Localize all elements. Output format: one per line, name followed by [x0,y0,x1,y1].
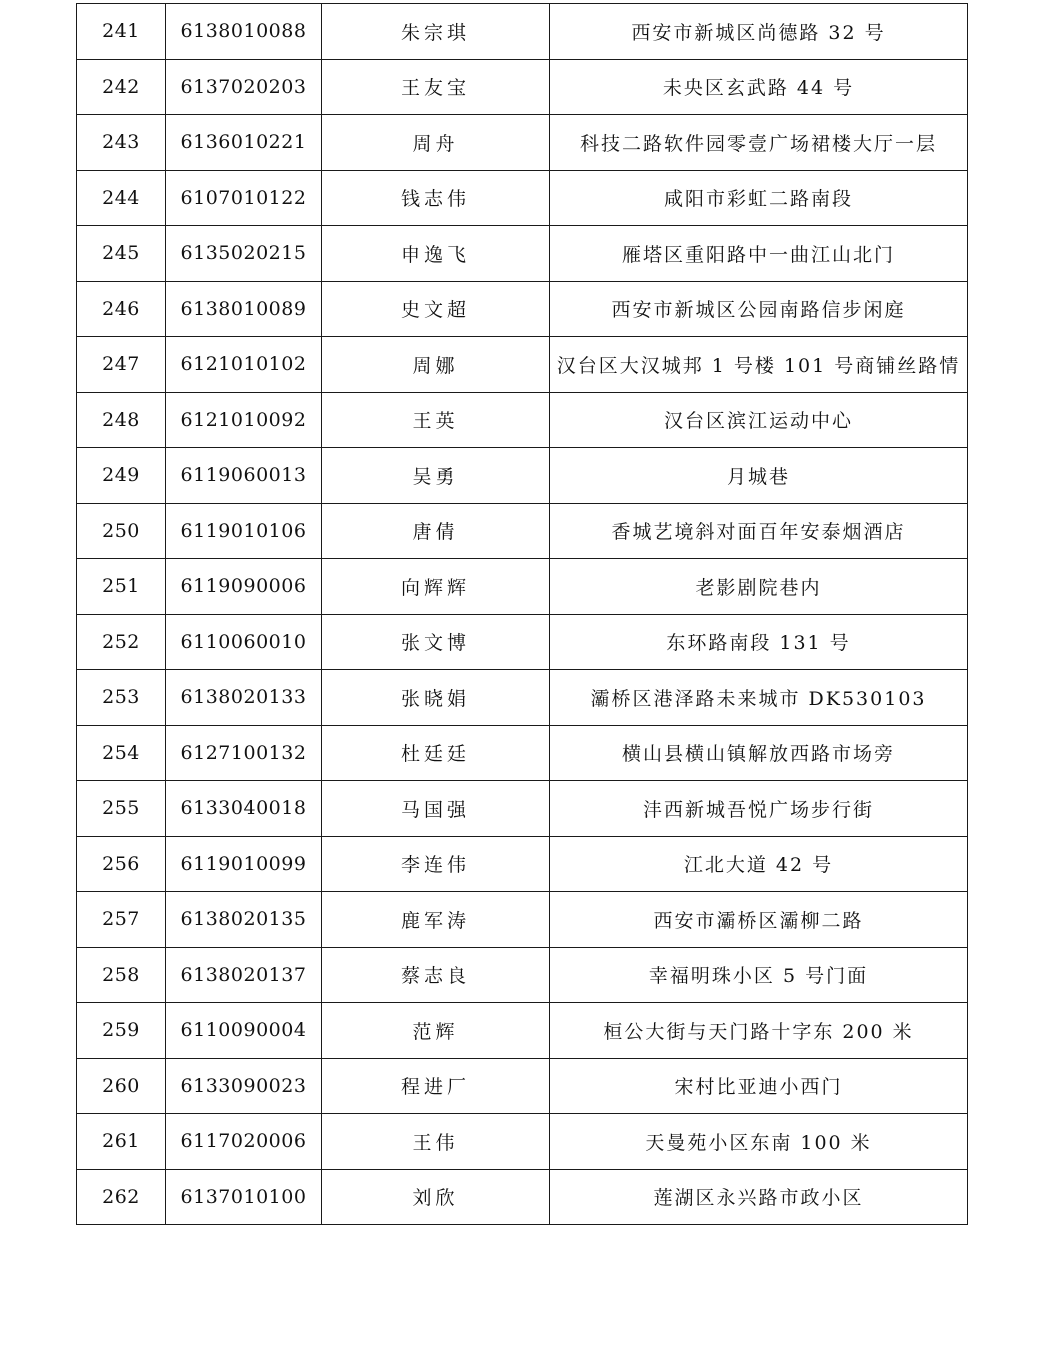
cell-person-name: 张文博 [322,614,550,670]
cell-address: 西安市新城区公园南路信步闲庭 [550,281,968,337]
cell-address: 沣西新城吾悦广场步行街 [550,781,968,837]
table-row [77,892,968,948]
cell-row-number: 256 [77,836,166,892]
cell-person-name: 向辉辉 [322,559,550,615]
cell-station-id: 6119090006 [166,559,322,615]
cell-address: 横山县横山镇解放西路市场旁 [550,725,968,781]
cell-row-number: 252 [77,614,166,670]
cell-address: 香城艺境斜对面百年安泰烟酒店 [550,503,968,559]
cell-station-id: 6136010221 [166,115,322,171]
cell-station-id: 6138020133 [166,670,322,726]
roster-table [76,3,968,1225]
cell-address: 科技二路软件园零壹广场裙楼大厅一层 [550,115,968,171]
table-row [77,836,968,892]
cell-address: 桓公大街与天门路十字东 200 米 [550,1003,968,1059]
cell-row-number: 244 [77,170,166,226]
table-row [77,392,968,448]
cell-person-name: 唐倩 [322,503,550,559]
cell-row-number: 257 [77,892,166,948]
cell-address: 老影剧院巷内 [550,559,968,615]
cell-station-id: 6137010100 [166,1169,322,1225]
table-row [77,1058,968,1114]
table-row [77,1003,968,1059]
cell-row-number: 254 [77,725,166,781]
cell-row-number: 261 [77,1114,166,1170]
table-row [77,781,968,837]
cell-address: 雁塔区重阳路中一曲江山北门 [550,226,968,282]
cell-person-name: 王友宝 [322,59,550,115]
cell-station-id: 6138020137 [166,947,322,1003]
cell-person-name: 张晓娟 [322,670,550,726]
cell-station-id: 6137020203 [166,59,322,115]
cell-row-number: 248 [77,392,166,448]
table-row [77,614,968,670]
cell-person-name: 王伟 [322,1114,550,1170]
table-row [77,670,968,726]
cell-person-name: 王英 [322,392,550,448]
cell-address: 汉台区滨江运动中心 [550,392,968,448]
cell-person-name: 范辉 [322,1003,550,1059]
cell-address: 咸阳市彩虹二路南段 [550,170,968,226]
cell-person-name: 程进厂 [322,1058,550,1114]
table-row [77,559,968,615]
cell-address: 西安市新城区尚德路 32 号 [550,4,968,60]
cell-row-number: 259 [77,1003,166,1059]
cell-row-number: 262 [77,1169,166,1225]
cell-station-id: 6121010102 [166,337,322,393]
cell-person-name: 蔡志良 [322,947,550,1003]
cell-station-id: 6127100132 [166,725,322,781]
cell-station-id: 6110090004 [166,1003,322,1059]
cell-person-name: 刘欣 [322,1169,550,1225]
cell-address: 宋村比亚迪小西门 [550,1058,968,1114]
cell-station-id: 6135020215 [166,226,322,282]
table-row [77,947,968,1003]
table-row [77,503,968,559]
cell-station-id: 6110060010 [166,614,322,670]
table-row [77,337,968,393]
cell-row-number: 255 [77,781,166,837]
cell-person-name: 周舟 [322,115,550,171]
cell-row-number: 258 [77,947,166,1003]
cell-row-number: 253 [77,670,166,726]
cell-station-id: 6107010122 [166,170,322,226]
cell-address: 幸福明珠小区 5 号门面 [550,947,968,1003]
cell-address: 东环路南段 131 号 [550,614,968,670]
table-row [77,115,968,171]
cell-address: 灞桥区港泽路未来城市 DK530103 [550,670,968,726]
cell-address: 月城巷 [550,448,968,504]
cell-person-name: 李连伟 [322,836,550,892]
table-row [77,448,968,504]
table-row [77,725,968,781]
cell-person-name: 钱志伟 [322,170,550,226]
cell-station-id: 6121010092 [166,392,322,448]
cell-person-name: 周娜 [322,337,550,393]
cell-station-id: 6119010106 [166,503,322,559]
table-row [77,281,968,337]
table-row [77,1169,968,1225]
cell-station-id: 6119060013 [166,448,322,504]
cell-address: 未央区玄武路 44 号 [550,59,968,115]
cell-row-number: 241 [77,4,166,60]
cell-row-number: 251 [77,559,166,615]
table-row [77,4,968,60]
cell-person-name: 鹿军涛 [322,892,550,948]
table-row [77,226,968,282]
cell-person-name: 杜廷廷 [322,725,550,781]
cell-address: 江北大道 42 号 [550,836,968,892]
cell-address: 西安市灞桥区灞柳二路 [550,892,968,948]
cell-row-number: 249 [77,448,166,504]
cell-station-id: 6133040018 [166,781,322,837]
cell-row-number: 247 [77,337,166,393]
table-row [77,170,968,226]
cell-person-name: 史文超 [322,281,550,337]
cell-person-name: 申逸飞 [322,226,550,282]
cell-station-id: 6138020135 [166,892,322,948]
cell-row-number: 260 [77,1058,166,1114]
cell-station-id: 6138010089 [166,281,322,337]
cell-row-number: 246 [77,281,166,337]
cell-row-number: 250 [77,503,166,559]
cell-station-id: 6133090023 [166,1058,322,1114]
cell-station-id: 6117020006 [166,1114,322,1170]
cell-row-number: 243 [77,115,166,171]
cell-person-name: 朱宗琪 [322,4,550,60]
cell-address: 汉台区大汉城邦 1 号楼 101 号商铺丝路情 [550,337,968,393]
cell-row-number: 242 [77,59,166,115]
cell-station-id: 6119010099 [166,836,322,892]
cell-station-id: 6138010088 [166,4,322,60]
cell-address: 天曼苑小区东南 100 米 [550,1114,968,1170]
roster-table-body [77,4,968,1225]
table-row [77,59,968,115]
cell-row-number: 245 [77,226,166,282]
cell-person-name: 马国强 [322,781,550,837]
cell-address: 莲湖区永兴路市政小区 [550,1169,968,1225]
table-row [77,1114,968,1170]
cell-person-name: 吴勇 [322,448,550,504]
